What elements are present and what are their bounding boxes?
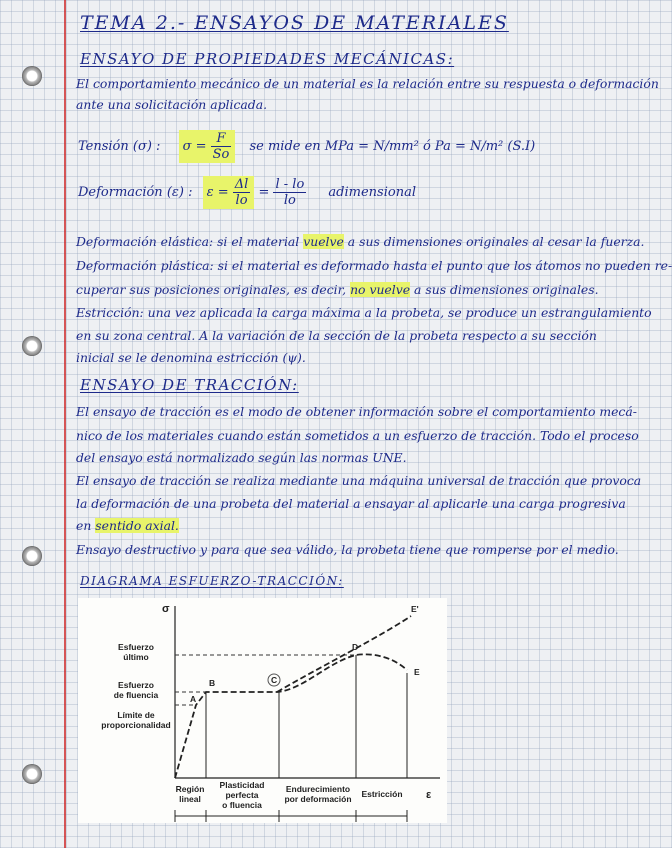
region-plasticidad-2: perfecta <box>225 790 259 800</box>
diagram-heading: DIAGRAMA ESFUERZO-TRACCIÓN: <box>80 574 344 588</box>
region-plasticidad: Plasticidad <box>219 780 265 790</box>
text-line: del ensayo está normalizado según las normas UNE. <box>76 450 407 465</box>
binder-hole-icon <box>22 546 42 566</box>
text-line: Estricción: una vez aplicada la carga máxima a la probeta, se produce un estrangulamiento <box>76 305 652 320</box>
region-estriccion: Estricción <box>361 789 403 799</box>
deformacion-label: Deformación (ε) : <box>78 185 193 200</box>
deformacion-num1: Δl <box>234 177 249 192</box>
tension-units: se mide en MPa = N/mm² ó Pa = N/m² (S.I) <box>249 139 536 154</box>
deformacion-box <box>203 176 255 209</box>
point-e: E <box>414 667 420 677</box>
stress-strain-curve <box>175 654 407 778</box>
text-line: El ensayo de tracción es el modo de obtener información sobre el comportamiento mecá- <box>76 404 637 419</box>
text-line: cuperar sus posiciones originales, es decir, no vuelve a sus dimensiones originales. <box>76 282 599 297</box>
text-line: El comportamiento mecánico de un material es la relación entre su respuesta o deformación <box>76 76 659 91</box>
text-line: El ensayo de tracción se realiza mediante una máquina universal de tracción que provoca <box>76 473 642 488</box>
binder-hole-icon <box>22 336 42 356</box>
tension-box <box>179 130 236 163</box>
highlight-no-vuelve: no vuelve <box>350 282 411 297</box>
text-line: en su zona central. A la variación de la sección de la probeta respecto a su sección <box>76 328 597 343</box>
point-c: C <box>271 675 278 685</box>
deformacion-units: adimensional <box>328 185 416 200</box>
tension-lhs: σ = <box>182 139 207 154</box>
tension-formula <box>78 130 535 163</box>
page-title: TEMA 2.- ENSAYOS DE MATERIALES <box>80 12 509 34</box>
section-heading-traccion: ENSAYO DE TRACCIÓN: <box>80 376 299 394</box>
deformacion-lhs: ε = <box>206 185 229 200</box>
point-e-prime: E' <box>411 604 419 614</box>
highlight-vuelve: vuelve <box>303 234 344 249</box>
label-esfuerzo-fluencia-2: de fluencia <box>113 690 159 700</box>
axis-x-label: ε <box>426 789 432 801</box>
highlight-sentido-axial: sentido axial. <box>95 518 179 533</box>
deformacion-num2: l - lo <box>275 177 305 192</box>
text-line: inicial se le denomina estricción (ψ). <box>76 350 306 365</box>
margin-line <box>64 0 66 848</box>
text-line: Ensayo destructivo y para que sea válido, la probeta tiene que romperse por el medio. <box>76 542 619 557</box>
stress-strain-diagram <box>78 598 447 823</box>
region-plasticidad-3: o fluencia <box>222 800 262 810</box>
text-line: Deformación plástica: si el material es deformado hasta el punto que los átomos no pueden re- <box>76 258 672 273</box>
label-limite: Límite de <box>117 710 155 720</box>
axis-y-label: σ <box>162 603 170 615</box>
section-heading-propiedades: ENSAYO DE PROPIEDADES MECÁNICAS: <box>80 50 455 68</box>
true-stress-curve <box>277 616 411 692</box>
deformacion-fraction-1 <box>233 177 251 208</box>
tension-label: Tensión (σ) : <box>78 139 161 154</box>
label-esfuerzo-fluencia: Esfuerzo <box>118 680 154 690</box>
binder-hole-icon <box>22 66 42 86</box>
point-d: D <box>352 642 359 652</box>
point-a: A <box>190 694 197 704</box>
label-esfuerzo-ultimo-2: último <box>123 652 149 662</box>
region-endurecimiento: Endurecimiento <box>285 784 351 794</box>
text-line: Deformación elástica: si el material vuelve a sus dimensiones originales al cesar la fuerza. <box>76 234 645 249</box>
deformacion-den1: lo <box>235 193 248 208</box>
deformacion-fraction-2 <box>273 177 306 208</box>
point-b: B <box>209 678 216 688</box>
region-lineal: Región <box>175 784 205 794</box>
deformacion-formula: Deformación (ε) : ε = $\frac{\Delta l}{lo}$ = $\frac{l - lo}{lo}$ adimensional <box>78 177 416 208</box>
text-line: la deformación de una probeta del material a ensayar al aplicarle una carga progresiva <box>76 496 626 511</box>
text-line: nico de los materiales cuando están sometidos a un esfuerzo de tracción. Todo el proceso <box>76 428 639 443</box>
deformacion-den2: lo <box>283 193 296 208</box>
label-esfuerzo-ultimo: Esfuerzo <box>118 642 154 652</box>
tension-fraction <box>211 131 232 162</box>
text-line: ante una solicitación aplicada. <box>76 97 268 112</box>
region-lineal-2: lineal <box>179 794 201 804</box>
tension-denominator: So <box>212 147 230 162</box>
label-limite-2: proporcionalidad <box>101 720 171 730</box>
text-line: en sentido axial. <box>76 518 179 533</box>
binder-hole-icon <box>22 764 42 784</box>
region-endurecimiento-2: por deformación <box>284 794 352 804</box>
tension-numerator: F <box>211 131 232 147</box>
